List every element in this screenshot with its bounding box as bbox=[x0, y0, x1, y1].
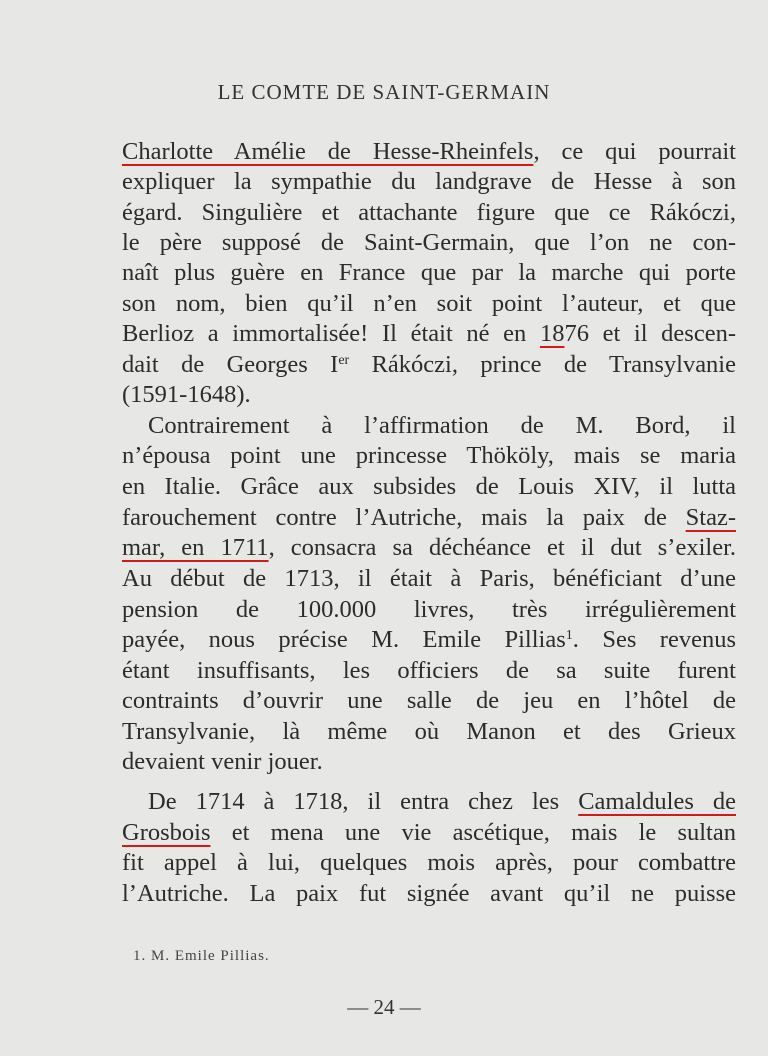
text-line: pension de 100.000 livres, très irrégulièrement bbox=[122, 596, 736, 623]
text-line: contraints d’ouvrir une salle de jeu en l’hôtel de bbox=[122, 687, 736, 714]
text-segment: payée, nous précise M. Emile Pillias bbox=[122, 626, 566, 653]
text-line: devaient venir jouer. bbox=[122, 748, 323, 775]
text-line: en Italie. Grâce aux subsides de Louis XIV, il lutta bbox=[122, 473, 736, 500]
text-segment: Rákóczi, prince de Transylvanie bbox=[349, 351, 736, 378]
text-line: égard. Singulière et attachante figure que ce Rákóczi, bbox=[122, 199, 736, 226]
underlined-phrase: Grosbois bbox=[122, 819, 211, 846]
underlined-phrase: 18 bbox=[539, 320, 565, 347]
text-line bbox=[122, 533, 736, 563]
text-line: Contrairement à l’affirmation de M. Bord, il bbox=[148, 412, 736, 439]
text-segment: De 1714 à 1718, il entra chez les bbox=[148, 788, 579, 815]
text-line: (1591-1648). bbox=[122, 381, 251, 408]
text-line: étant insuffisants, les officiers de sa suite furent bbox=[122, 657, 736, 684]
text-segment: , ce qui pourrait bbox=[533, 138, 736, 165]
text-segment: Berlioz a immortalisée! Il était né en bbox=[122, 320, 540, 347]
text-segment: 76 et il descen- bbox=[564, 320, 736, 347]
text-line bbox=[122, 625, 736, 655]
text-segment: et mena une vie ascétique, mais le sultan bbox=[210, 819, 736, 846]
text-line: naît plus guère en France que par la marche qui porte bbox=[122, 259, 736, 286]
text-segment: farouchement contre l’Autriche, mais la paix de bbox=[122, 504, 686, 531]
text-line bbox=[122, 503, 736, 533]
running-head: LE COMTE DE SAINT-GERMAIN bbox=[217, 80, 551, 104]
underlined-phrase: Camaldules de bbox=[578, 788, 737, 815]
footnote: 1. M. Emile Pillias. bbox=[133, 948, 270, 964]
page-number: — 24 — bbox=[347, 995, 421, 1019]
text-segment: . Ses revenus bbox=[572, 626, 736, 653]
text-line: expliquer la sympathie du landgrave de Hesse à son bbox=[122, 168, 736, 195]
text-line: son nom, bien qu’il n’en soit point l’auteur, et que bbox=[122, 290, 736, 317]
text-line: Au début de 1713, il était à Paris, bénéficiant d’une bbox=[122, 565, 736, 592]
text-segment: dait de Georges I bbox=[122, 351, 339, 378]
text-line bbox=[122, 818, 736, 848]
footnote-ref: 1 bbox=[565, 628, 573, 643]
text-line bbox=[148, 787, 736, 817]
underlined-phrase: Charlotte Amélie de Hesse-Rheinfels bbox=[122, 138, 534, 165]
text-line bbox=[122, 137, 736, 167]
underlined-phrase: mar, en 1711 bbox=[122, 534, 269, 561]
text-line: le père supposé de Saint-Germain, que l’on ne con- bbox=[122, 229, 736, 256]
text-line: n’épousa point une princesse Thököly, mais se maria bbox=[122, 442, 736, 469]
text-line: Transylvanie, là même où Manon et des Grieux bbox=[122, 718, 736, 745]
text-line bbox=[122, 350, 736, 380]
text-line: l’Autriche. La paix fut signée avant qu’il ne puisse bbox=[122, 880, 736, 907]
text-line: fit appel à lui, quelques mois après, pour combattre bbox=[122, 849, 736, 876]
text-line bbox=[122, 319, 736, 349]
superscript: er bbox=[338, 353, 350, 368]
text-segment: , consacra sa déchéance et il dut s’exiler. bbox=[268, 534, 736, 561]
underlined-phrase: Staz- bbox=[685, 504, 736, 531]
